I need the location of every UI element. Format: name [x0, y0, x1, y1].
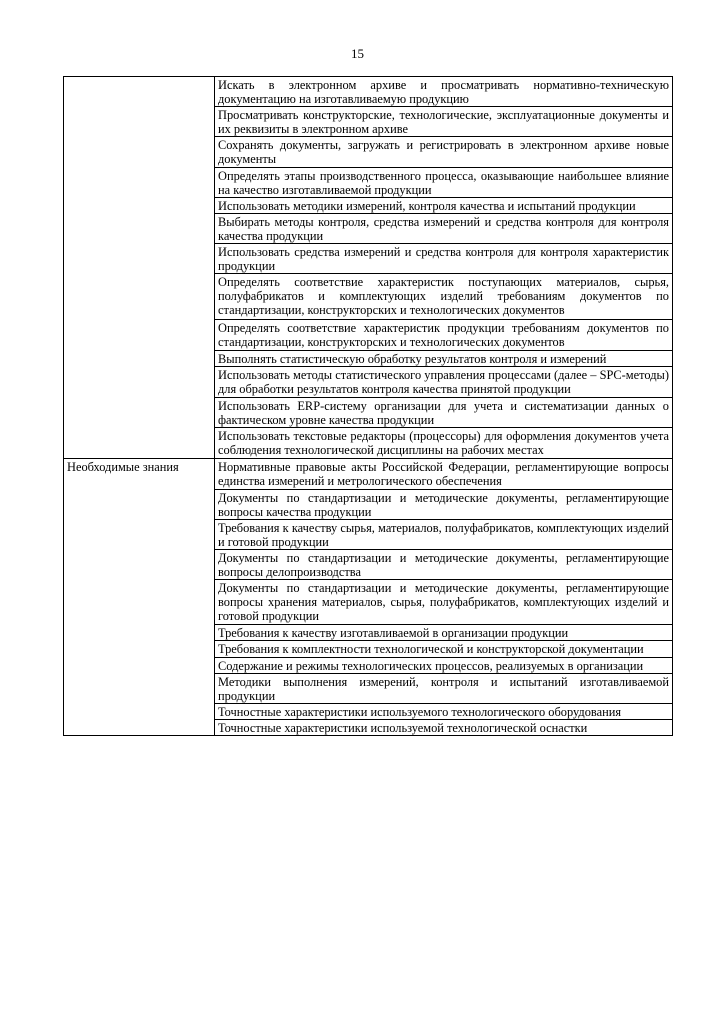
knowledge-item: Документы по стандартизации и методические документы, регламентирующие вопросы качества продукции: [215, 489, 673, 519]
skill-item: Просматривать конструкторские, технологические, эксплуатационные документы и их реквизиты в электронном архиве: [215, 107, 673, 137]
skill-item: Использовать методы статистического управления процессами (далее – SPC-методы) для обработки результатов контроля качества принятой продукции: [215, 366, 673, 397]
knowledge-item: Точностные характеристики используемой технологической оснастки: [215, 719, 673, 735]
skill-item: Выбирать методы контроля, средства измерений и средства контроля для контроля качества продукции: [215, 213, 673, 243]
skill-item: Использовать средства измерений и средства контроля для контроля характеристик продукции: [215, 244, 673, 274]
knowledge-label-cell: Необходимые знания: [64, 459, 215, 736]
skills-label-cell: [64, 77, 215, 459]
requirements-table: [63, 76, 673, 736]
knowledge-item: Содержание и режимы технологических процессов, реализуемых в организации: [215, 657, 673, 673]
table-row: [64, 459, 673, 489]
skill-item: Использовать методики измерений, контроля качества и испытаний продукции: [215, 197, 673, 213]
page-number: 15: [351, 46, 364, 61]
skill-item: Выполнять статистическую обработку результатов контроля и измерений: [215, 350, 673, 366]
knowledge-item: Требования к качеству сырья, материалов, полуфабрикатов, комплектующих изделий и готовой продукции: [215, 519, 673, 549]
skill-item: Определять соответствие характеристик продукции требованиям документов по стандартизации, конструкторских и технологических документов: [215, 319, 673, 350]
skill-item: Сохранять документы, загружать и регистрировать в электронном архиве новые документы: [215, 137, 673, 167]
knowledge-item: Требования к комплектности технологической и конструкторской документации: [215, 641, 673, 657]
skill-item: Использовать ERP-систему организации для учета и систематизации данных о фактическом уровне качества продукции: [215, 397, 673, 427]
knowledge-item: Точностные характеристики используемого технологического оборудования: [215, 703, 673, 719]
skill-item: Определять этапы производственного процесса, оказывающие наибольшее влияние на качество изготавливаемой продукции: [215, 167, 673, 197]
knowledge-item: Требования к качеству изготавливаемой в организации продукции: [215, 625, 673, 641]
knowledge-item: Документы по стандартизации и методические документы, регламентирующие вопросы хранения материалов, сырья, полуфабрикатов, комплектующих изделий и готовой продукции: [215, 580, 673, 625]
skill-item: Искать в электронном архиве и просматривать нормативно-техническую документацию на изготавливаемую продукцию: [215, 77, 673, 107]
knowledge-item: Методики выполнения измерений, контроля и испытаний изготавливаемой продукции: [215, 673, 673, 703]
table-row: [64, 77, 673, 107]
skill-item: Определять соответствие характеристик поступающих материалов, сырья, полуфабрикатов и комплектующих изделий требованиям документов по стандартизации, конструкторских и технологических документов: [215, 274, 673, 319]
skill-item: Использовать текстовые редакторы (процессоры) для оформления документов учета соблюдения технологической дисциплины на рабочих местах: [215, 428, 673, 459]
knowledge-item: Нормативные правовые акты Российской Федерации, регламентирующие вопросы единства измерений и метрологического обеспечения: [215, 459, 673, 489]
knowledge-item: Документы по стандартизации и методические документы, регламентирующие вопросы делопроизводства: [215, 549, 673, 579]
